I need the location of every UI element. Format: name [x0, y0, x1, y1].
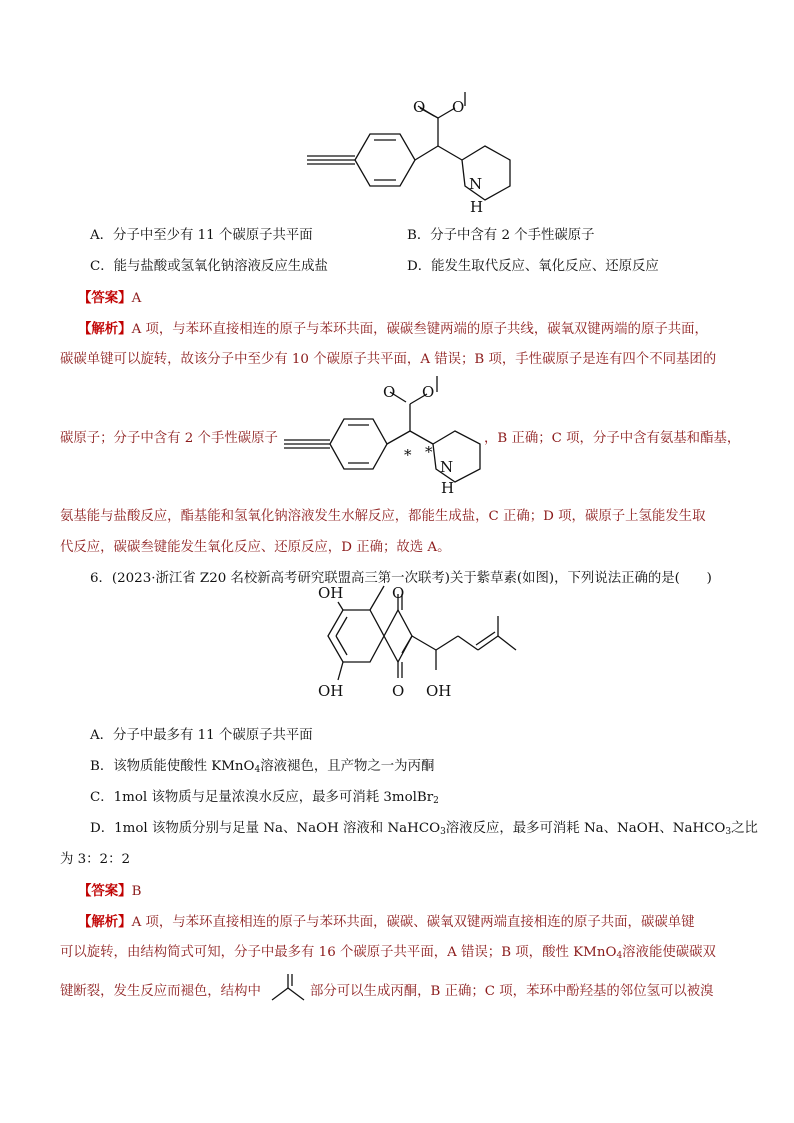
q6-option-a: A．分子中最多有 11 个碳原子共平面 [90, 728, 313, 743]
q6-answer [78, 882, 141, 901]
q5-analysis-line-4: 氨基能与盐酸反应，酯基能和氢氧化钠溶液发生水解反应，都能生成盐，C 正确；D 项，碳原子上氢能发生取 [60, 509, 706, 524]
q5i-n-atom: N [440, 458, 454, 476]
q5-n-atom: N [469, 175, 483, 193]
q6-analysis-line-3b: 部分可以生成丙酮，B 正确；C 项，苯环中酚羟基的邻位氢可以被溴 [310, 984, 714, 999]
q6-oh-bottom: OH [318, 682, 344, 700]
q5-o-ester: O [452, 98, 465, 116]
q6-o-bottom: O [392, 682, 405, 700]
q5-analysis-tag: 【解析】 [78, 321, 132, 337]
q6-oh-side: OH [426, 682, 452, 700]
q6-option-b: B．该物质能使酸性 KMnO$_4$溶液褪色，且产物之一为丙酮 [90, 759, 435, 775]
q5-answer-value: A [131, 291, 142, 306]
q6-analysis-line-3a: 键断裂，发生反应而褪色，结构中 [60, 984, 261, 999]
q5i-star-2: * [425, 443, 433, 461]
q5-o-carbonyl: O [413, 98, 426, 116]
q5-analysis-line-2: 碳碳单键可以旋转，故该分子中至少有 10 个碳原子共平面，A 错误；B 项，手性碳原子是连有四个不同基团的 [60, 352, 717, 367]
q5-option-b: B．分子中含有 2 个手性碳原子 [407, 228, 595, 243]
q6-analysis-tag: 【解析】 [78, 914, 132, 930]
q5-option-a: A．分子中至少有 11 个碳原子共平面 [90, 228, 313, 243]
q5-answer-tag: 【答案】 [78, 290, 132, 306]
q5-answer [78, 289, 141, 308]
q5-inline-structure [282, 372, 512, 502]
q5-analysis-line-3a: 碳原子；分子中含有 2 个手性碳原子 [60, 431, 278, 446]
q6-answer-value: B [131, 884, 142, 899]
q5-structure [305, 88, 545, 218]
q5-h-atom: H [470, 198, 484, 216]
q5-option-c: C．能与盐酸或氢氧化钠溶液反应生成盐 [90, 259, 328, 274]
q5i-o-carbonyl: O [383, 383, 396, 401]
q6-o-top: O [392, 584, 405, 602]
q6-isopropylidene-structure [268, 972, 308, 1002]
q6-oh-top: OH [318, 584, 344, 602]
q5i-o-ester: O [422, 383, 435, 401]
q6-option-d-cont: 为 3：2：2 [60, 852, 130, 867]
q6-structure [318, 584, 518, 716]
q6-stem: 6．(2023·浙江省 Z20 名校新高考研究联盟高三第一次联考)关于紫草素(如图)，下列说法正确的是( ) [90, 571, 712, 586]
q6-analysis-line-1: 【解析】A 项，与苯环直接相连的原子与苯环共面，碳碳、碳氧双键两端直接相连的原子共面，碳碳单键 [78, 914, 695, 930]
q5-analysis-line-3b: ，B 正确；C 项，分子中含有氨基和酯基， [484, 431, 741, 446]
q5-analysis-line-5: 代反应，碳碳叁键能发生氧化反应、还原反应，D 正确；故选 A。 [60, 540, 451, 555]
q6-option-d: D．1mol 该物质分别与足量 Na、NaOH 溶液和 NaHCO$_3$溶液反应，最多可消耗 Na、NaOH、NaHCO$_3$之比 [90, 821, 758, 837]
q5-option-d: D．能发生取代反应、氧化反应、还原反应 [407, 259, 659, 274]
q6-analysis-line-2: 可以旋转，由结构简式可知，分子中最多有 16 个碳原子共平面，A 错误；B 项，酸性 KMnO$_4$溶液能使碳碳双 [60, 945, 716, 961]
q5i-star-1: * [404, 446, 412, 464]
q6-option-c: C．1mol 该物质与足量浓溴水反应，最多可消耗 3molBr$_2$ [90, 790, 439, 806]
q5i-h-atom: H [441, 479, 455, 497]
q5-analysis-line-1: 【解析】A 项，与苯环直接相连的原子与苯环共面，碳碳叁键两端的原子共线，碳氧双键两端的原子共面， [78, 321, 708, 337]
q6-answer-tag: 【答案】 [78, 883, 132, 899]
